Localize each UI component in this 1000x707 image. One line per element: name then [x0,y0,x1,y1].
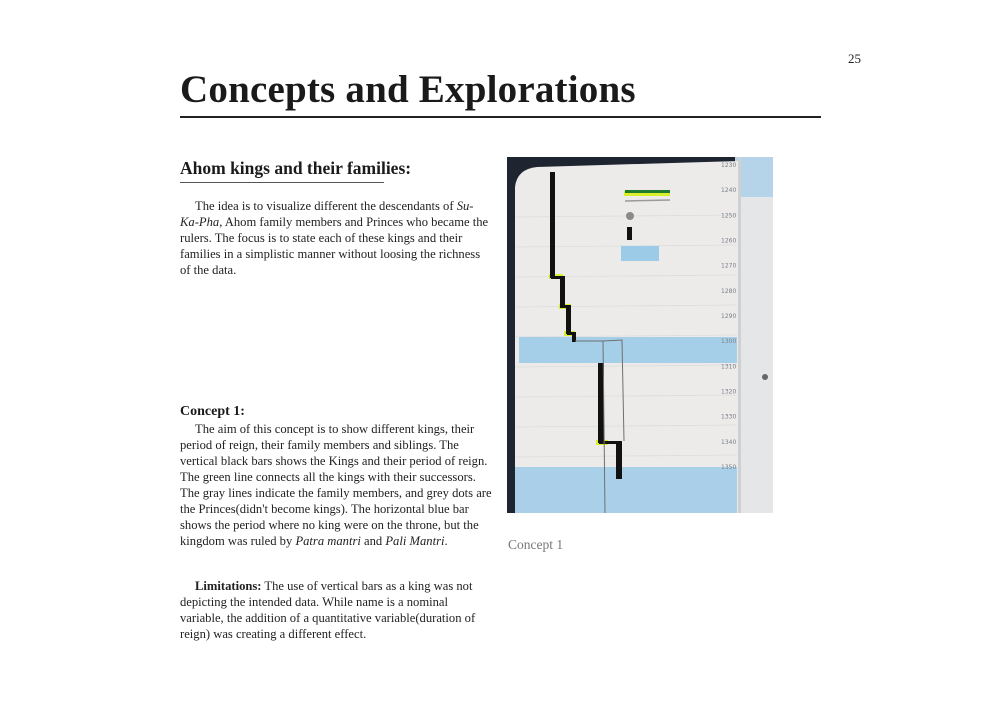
intro-text-1: The idea is to visualize different the descendants of [195,199,457,213]
concept-italic-patra-mantri: Patra mantri [295,534,361,548]
right-page-dot [762,374,768,380]
year-mark: 1280 [721,287,737,295]
king-bar [566,305,571,334]
king-bar [560,276,565,308]
intro-text-2: , Ahom family members and Princes who became the rulers. The focus is to state each of these kings and their families in a simplistic manner without loosing the richness of the data. [180,215,489,277]
legend-family-line [625,200,670,201]
page-number: 25 [848,51,861,66]
year-mark: 1300 [721,338,737,346]
page-title: Concepts and Explorations [180,68,636,111]
year-mark: 1240 [721,187,737,195]
legend-prince-dot [626,212,634,220]
concept-heading: Concept 1: [180,404,245,419]
intro-paragraph [180,198,492,278]
year-mark: 1350 [721,464,737,471]
legend-successor-line [625,190,670,193]
limitations-paragraph [180,578,492,642]
intro-italic-sukapha: Su-Ka-Pha [180,199,474,229]
year-mark: 1270 [721,262,737,270]
figure-caption: Concept 1 [508,537,564,552]
king-connector [599,441,617,444]
concept-italic-pali-mantri: Pali Mantri [385,534,445,548]
interregnum-band-1 [519,337,737,363]
title-underline [180,116,821,118]
page-gutter [738,157,741,513]
year-mark: 1320 [721,388,737,396]
concept-sketch-photo [507,157,773,513]
limitations-text: The use of vertical bars as a king was not depicting the intended data. While name is a nominal variable, the addition of a quantitative variable(duration of reign) was creating a different effect. [180,579,476,641]
limitations-label: Limitations: [195,579,262,593]
section-heading-underline [180,182,384,183]
interregnum-band-2 [515,467,737,513]
concept-text-3: . [444,534,448,548]
sketch-illustration [507,157,773,513]
year-mark: 1290 [721,313,737,320]
concept-text-2: and [360,534,386,548]
concept-text-1: The aim of this concept is to show different kings, their period of reign, their family members and siblings. The vertical black bars shows the Kings and their period of reign. The green line connects all the kings with their successors. The gray lines indicate the family members, and grey dots are the Princes(didn't become kings). The horizontal blue bar shows the period where no king were on the throne, but the kingdom was ruled by [180,422,492,548]
year-mark: 1330 [721,413,737,421]
year-mark: 1310 [721,363,737,371]
king-bar [616,441,622,479]
concept-paragraph [180,421,492,549]
year-mark: 1340 [721,438,737,446]
year-mark: 1260 [721,237,737,245]
section-heading: Ahom kings and their families: [180,158,412,178]
year-mark: 1230 [721,162,737,169]
legend-king-bar [627,227,632,240]
year-mark: 1250 [721,212,737,220]
king-bar [550,172,555,278]
legend-interregnum-swatch [621,246,659,261]
